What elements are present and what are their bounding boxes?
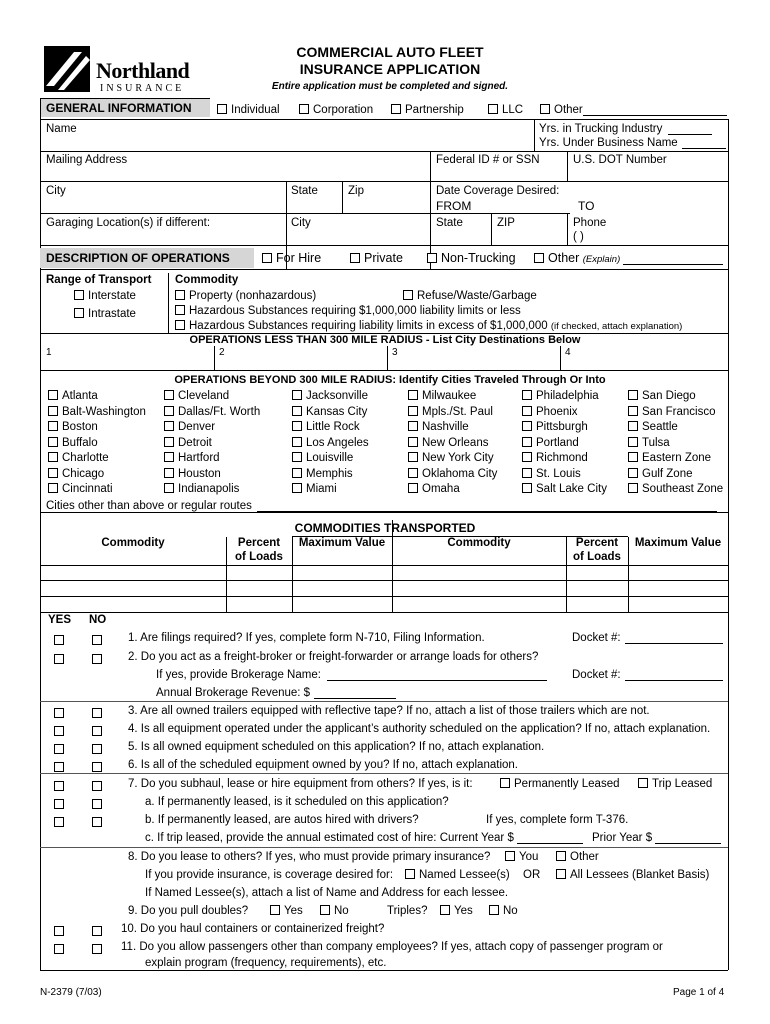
city-option[interactable]	[628, 406, 716, 418]
city-label: Richmond	[536, 452, 588, 464]
op-for-hire[interactable]: For Hire	[262, 251, 321, 265]
commodity-hazard-low[interactable]: Hazardous Substances requiring $1,000,000 liability limits or less	[175, 305, 521, 317]
checkbox-icon	[391, 104, 401, 114]
city-label: Southeast Zone	[642, 483, 724, 495]
checkbox-icon	[48, 406, 58, 416]
city-label: San Francisco	[642, 405, 716, 418]
checkbox-icon	[292, 483, 302, 493]
city-label: Charlotte	[62, 452, 109, 464]
col-percent-1a: Percent	[237, 537, 281, 549]
city-option[interactable]	[628, 468, 693, 480]
city-option[interactable]	[408, 452, 494, 464]
checkbox-icon	[522, 468, 532, 478]
city-option[interactable]	[292, 452, 353, 464]
checkbox-icon	[408, 390, 418, 400]
checkbox-icon	[48, 421, 58, 431]
checkbox-icon	[534, 253, 544, 263]
range-interstate[interactable]: Interstate	[74, 290, 136, 302]
city-label: San Diego	[642, 390, 696, 402]
q7b-right: If yes, complete form T-376.	[486, 814, 629, 826]
q9-triples-yes[interactable]: Yes	[440, 905, 473, 917]
state2-label: State	[436, 217, 463, 229]
commodity-heading: Commodity	[175, 274, 239, 286]
q7-trip[interactable]: Trip Leased	[638, 778, 712, 790]
q7-no-checkbox[interactable]	[92, 781, 102, 791]
checkbox-icon	[638, 778, 648, 788]
from-label: FROM	[436, 199, 472, 213]
to-label: TO	[578, 199, 595, 213]
q5-no-checkbox[interactable]	[92, 744, 102, 754]
q3-no-checkbox[interactable]	[92, 708, 102, 718]
q10-no-checkbox[interactable]	[92, 926, 102, 936]
q7b-text: b. If permanently leased, are autos hired with drivers?	[145, 814, 419, 826]
city-option[interactable]	[292, 406, 367, 418]
city-label: Louisville	[306, 452, 354, 464]
city-option[interactable]	[522, 421, 588, 433]
q10-text: 10. Do you haul containers or containerized freight?	[121, 923, 385, 935]
logo	[44, 46, 194, 96]
commodities-heading: COMMODITIES TRANSPORTED	[294, 521, 476, 535]
city-option[interactable]	[522, 452, 588, 464]
q6-no-checkbox[interactable]	[92, 762, 102, 772]
title-line2: INSURANCE APPLICATION	[299, 61, 481, 77]
entity-llc[interactable]: LLC	[488, 104, 523, 116]
city-label: Seattle	[642, 421, 678, 433]
q6-yes-checkbox[interactable]	[54, 762, 64, 772]
checkbox-icon	[628, 452, 638, 462]
city-option[interactable]	[48, 468, 104, 480]
state-label: State	[291, 185, 318, 197]
city-option[interactable]	[164, 406, 260, 418]
city-option[interactable]	[48, 390, 98, 402]
city-label: Oklahoma City	[422, 467, 498, 480]
city-label: Little Rock	[306, 421, 360, 433]
logo-sub: INSURANCE	[100, 83, 185, 94]
q4-yes-checkbox[interactable]	[54, 726, 64, 736]
q6-text: 6. Is all of the scheduled equipment owned by you? If no, attach explanation.	[128, 759, 518, 771]
q1-no-checkbox[interactable]	[92, 635, 102, 645]
city-label: Pittsburgh	[536, 421, 588, 433]
q7c-text: c. If trip leased, provide the annual estimated cost of hire: Current Year $	[145, 832, 583, 844]
q7-perm[interactable]: Permanently Leased	[500, 778, 619, 790]
q8-or: OR	[523, 869, 541, 881]
checkbox-icon	[292, 452, 302, 462]
city-label: Hartford	[178, 452, 220, 464]
checkbox-icon	[164, 421, 174, 431]
mailing-label: Mailing Address	[46, 154, 128, 166]
city-label: Denver	[178, 421, 216, 433]
city-option[interactable]	[48, 406, 146, 418]
city-label: Portland	[536, 436, 579, 449]
city-option[interactable]	[522, 468, 581, 480]
checkbox-icon	[164, 390, 174, 400]
city-label: Eastern Zone	[642, 452, 712, 464]
city-option[interactable]	[522, 437, 579, 449]
city-option[interactable]	[522, 390, 599, 402]
city-option[interactable]	[628, 483, 723, 495]
col-commodity-1: Commodity	[101, 537, 165, 549]
city-label: Cincinnati	[62, 483, 113, 495]
entity-corporation[interactable]: Corporation	[299, 104, 373, 116]
city-label: Buffalo	[62, 436, 98, 449]
q1-text: 1. Are filings required? If yes, complete form N-710, Filing Information.	[128, 632, 485, 644]
city-label: Balt-Washington	[62, 405, 146, 418]
checkbox-icon	[320, 905, 330, 915]
radius-num-2: 2	[219, 347, 225, 358]
checkbox-icon	[175, 320, 185, 330]
city-option[interactable]	[292, 390, 368, 402]
city-option[interactable]	[408, 437, 488, 449]
city-option[interactable]	[408, 406, 493, 418]
checkbox-icon	[628, 406, 638, 416]
range-intrastate[interactable]: Intrastate	[74, 308, 136, 320]
q2-name: If yes, provide Brokerage Name:	[156, 669, 547, 681]
q9-triples: Triples?	[387, 905, 428, 917]
checkbox-icon	[522, 406, 532, 416]
checkbox-icon	[427, 253, 437, 263]
city-label: Tulsa	[642, 436, 670, 449]
q8-attach: If Named Lessee(s), attach a list of Name and Address for each lessee.	[145, 887, 509, 899]
radius-less-heading: OPERATIONS LESS THAN 300 MILE RADIUS - List City Destinations Below	[189, 334, 581, 346]
city-option[interactable]	[408, 483, 460, 495]
checkbox-icon	[74, 290, 84, 300]
q9-triples-no[interactable]: No	[489, 905, 518, 917]
checkbox-icon	[408, 406, 418, 416]
checkbox-icon	[74, 308, 84, 318]
q7-text: 7. Do you subhaul, lease or hire equipment from others? If yes, is it:	[128, 778, 473, 790]
checkbox-icon	[408, 437, 418, 447]
q11-no-checkbox[interactable]	[92, 944, 102, 954]
checkbox-icon	[505, 851, 515, 861]
city-label: Milwaukee	[422, 390, 477, 402]
city-label: Kansas City	[306, 405, 368, 418]
q8-you[interactable]: You	[505, 851, 538, 863]
commodity-refuse[interactable]: Refuse/Waste/Garbage	[403, 290, 537, 302]
q7a-text: a. If permanently leased, is it scheduled on this application?	[145, 796, 449, 808]
city-label: Miami	[306, 483, 337, 495]
checkbox-icon	[628, 421, 638, 431]
yrs-trucking-label: Yrs. in Trucking Industry	[539, 123, 712, 135]
city-label: Philadelphia	[536, 390, 599, 402]
city-label: Chicago	[62, 467, 105, 480]
title-line1: COMMERCIAL AUTO FLEET	[296, 44, 484, 60]
q9-text: 9. Do you pull doubles?	[128, 905, 249, 917]
city-label: Detroit	[178, 436, 212, 449]
city-option[interactable]	[522, 406, 578, 418]
checkbox-icon	[403, 290, 413, 300]
city-label: Los Angeles	[306, 436, 369, 449]
cities-other-label: Cities other than above or regular routes	[46, 500, 717, 512]
q5-yes-checkbox[interactable]	[54, 744, 64, 754]
city-option[interactable]	[408, 468, 497, 480]
checkbox-icon	[500, 778, 510, 788]
commodity-property[interactable]: Property (nonhazardous)	[175, 290, 316, 302]
yrs-business-label: Yrs. Under Business Name	[539, 137, 726, 149]
q1-yes-checkbox[interactable]	[54, 635, 64, 645]
no-heading: NO	[89, 614, 107, 626]
city-option[interactable]	[164, 483, 239, 495]
checkbox-icon	[292, 406, 302, 416]
col-max-2: Maximum Value	[634, 537, 722, 549]
city-option[interactable]	[48, 421, 98, 433]
city-label: Houston	[178, 467, 221, 480]
city-label: Jacksonville	[306, 390, 368, 402]
city-option[interactable]	[292, 483, 337, 495]
checkbox-icon	[270, 905, 280, 915]
q7a-no-checkbox[interactable]	[92, 799, 102, 809]
city-label: Omaha	[422, 483, 460, 495]
form-number: N-2379 (7/03)	[40, 987, 102, 998]
city-label: St. Louis	[536, 467, 581, 480]
op-other[interactable]: Other (Explain)	[534, 251, 723, 265]
q9-no[interactable]: No	[320, 905, 349, 917]
checkbox-icon	[292, 437, 302, 447]
entity-other[interactable]: Other	[540, 104, 727, 116]
entity-individual[interactable]: Individual	[217, 104, 280, 116]
general-heading: GENERAL INFORMATION	[40, 99, 210, 117]
checkbox-icon	[408, 483, 418, 493]
q7c-prior: Prior Year $	[592, 832, 721, 844]
op-private[interactable]: Private	[350, 251, 403, 265]
checkbox-icon	[48, 452, 58, 462]
logo-name: Northland	[96, 58, 190, 83]
checkbox-icon	[489, 905, 499, 915]
city-label: Cleveland	[178, 390, 230, 402]
q8-all[interactable]: All Lessees (Blanket Basis)	[556, 869, 709, 881]
city-option[interactable]	[408, 421, 469, 433]
col-percent-1b: of Loads	[235, 551, 283, 563]
commodity-hazard-high[interactable]: Hazardous Substances requiring liability limits in excess of $1,000,000 (if checked, attach explanation)	[175, 320, 682, 332]
yes-heading: YES	[48, 614, 72, 626]
checkbox-icon	[522, 390, 532, 400]
city-label: Indianapolis	[178, 483, 240, 495]
city-label: Phoenix	[536, 405, 578, 418]
checkbox-icon	[48, 483, 58, 493]
subtitle: Entire application must be completed and signed.	[271, 81, 509, 92]
federal-id-label: Federal ID # or SSN	[436, 154, 540, 166]
col-max-1: Maximum Value	[298, 537, 386, 549]
checkbox-icon	[488, 104, 498, 114]
q11b-text: explain program (frequency, requirements), etc.	[145, 957, 387, 969]
col-percent-2a: Percent	[575, 537, 619, 549]
q8-other[interactable]: Other	[556, 851, 599, 863]
city-label: Atlanta	[62, 390, 98, 402]
checkbox-icon	[628, 483, 638, 493]
checkbox-icon	[628, 390, 638, 400]
q2-text: 2. Do you act as a freight-broker or freight-forwarder or arrange loads for others?	[128, 651, 539, 663]
checkbox-icon	[522, 452, 532, 462]
q3-text: 3. Are all owned trailers equipped with reflective tape? If no, attach a list of those trailers which are not.	[128, 705, 650, 717]
checkbox-icon	[299, 104, 309, 114]
city-option[interactable]	[164, 437, 212, 449]
city-option[interactable]	[164, 390, 229, 402]
radius-num-1: 1	[46, 347, 52, 358]
checkbox-icon	[405, 869, 415, 879]
checkbox-icon	[164, 468, 174, 478]
operations-heading: DESCRIPTION OF OPERATIONS	[40, 248, 254, 268]
city-option[interactable]	[48, 437, 98, 449]
phone-paren: ( )	[573, 231, 584, 243]
q8-cov: If you provide insurance, is coverage desired for:	[145, 869, 394, 881]
q8-text: 8. Do you lease to others? If yes, who must provide primary insurance?	[128, 851, 491, 863]
checkbox-icon	[628, 468, 638, 478]
checkbox-icon	[292, 390, 302, 400]
city-option[interactable]	[164, 452, 220, 464]
col-percent-2b: of Loads	[573, 551, 621, 563]
checkbox-icon	[540, 104, 550, 114]
checkbox-icon	[522, 421, 532, 431]
checkbox-icon	[48, 468, 58, 478]
q9-yes[interactable]: Yes	[270, 905, 303, 917]
checkbox-icon	[164, 483, 174, 493]
city-option[interactable]	[292, 437, 369, 449]
checkbox-icon	[556, 869, 566, 879]
q3-yes-checkbox[interactable]	[54, 708, 64, 718]
city-option[interactable]	[408, 390, 476, 402]
q2-docket: Docket #:	[572, 669, 723, 681]
checkbox-icon	[408, 421, 418, 431]
coverage-date-label: Date Coverage Desired:	[436, 185, 560, 197]
checkbox-icon	[262, 253, 272, 263]
q2-revenue: Annual Brokerage Revenue: $	[156, 687, 396, 699]
city-label: Dallas/Ft. Worth	[178, 405, 261, 418]
city-option[interactable]	[164, 468, 221, 480]
checkbox-icon	[628, 437, 638, 447]
city-label: Nashville	[422, 421, 469, 433]
q7b-yes-checkbox[interactable]	[54, 817, 64, 827]
phone-label: Phone	[573, 217, 607, 229]
zip-label: Zip	[348, 185, 364, 197]
city-label: New York City	[422, 452, 494, 464]
northland-logo-icon	[44, 46, 96, 94]
radius-num-3: 3	[392, 347, 398, 358]
q11-text: 11. Do you allow passengers other than company employees? If yes, attach copy of passenger program or	[121, 941, 663, 953]
city-option[interactable]	[48, 452, 109, 464]
checkbox-icon	[164, 437, 174, 447]
garaging-label: Garaging Location(s) if different:	[46, 217, 211, 229]
city-option[interactable]	[522, 483, 607, 495]
q7-yes-checkbox[interactable]	[54, 781, 64, 791]
city-option[interactable]	[628, 421, 678, 433]
city-label: Gulf Zone	[642, 467, 693, 480]
city-label: Salt Lake City	[536, 483, 607, 495]
city-label: New Orleans	[422, 436, 489, 449]
city-option[interactable]	[628, 452, 711, 464]
city2-label: City	[291, 217, 311, 229]
radius-beyond-heading: OPERATIONS BEYOND 300 MILE RADIUS: Identify Cities Traveled Through Or Into	[174, 374, 606, 386]
q8-named[interactable]: Named Lessee(s)	[405, 869, 510, 881]
checkbox-icon	[217, 104, 227, 114]
q11-yes-checkbox[interactable]	[54, 944, 64, 954]
q7b-no-checkbox[interactable]	[92, 817, 102, 827]
name-label: Name	[46, 123, 77, 135]
checkbox-icon	[164, 452, 174, 462]
checkbox-icon	[48, 437, 58, 447]
checkbox-icon	[175, 305, 185, 315]
city-label: Boston	[62, 421, 98, 433]
checkbox-icon	[440, 905, 450, 915]
city-option[interactable]	[628, 437, 670, 449]
op-non-trucking[interactable]: Non-Trucking	[427, 251, 516, 265]
checkbox-icon	[175, 290, 185, 300]
q10-yes-checkbox[interactable]	[54, 926, 64, 936]
q2-no-checkbox[interactable]	[92, 654, 102, 664]
dot-label: U.S. DOT Number	[573, 154, 667, 166]
city-option[interactable]	[48, 483, 113, 495]
q2-yes-checkbox[interactable]	[54, 654, 64, 664]
q4-no-checkbox[interactable]	[92, 726, 102, 736]
checkbox-icon	[522, 483, 532, 493]
city-option[interactable]	[292, 468, 353, 480]
checkbox-icon	[48, 390, 58, 400]
radius-num-4: 4	[565, 347, 571, 358]
city-label: Mpls./St. Paul	[422, 405, 493, 418]
zip2-label: ZIP	[497, 217, 515, 229]
col-commodity-2: Commodity	[447, 537, 511, 549]
q5-text: 5. Is all owned equipment scheduled on this application? If no, attach explanation.	[128, 741, 545, 753]
checkbox-icon	[408, 468, 418, 478]
checkbox-icon	[350, 253, 360, 263]
page-number: Page 1 of 4	[673, 987, 725, 998]
q4-text: 4. Is all equipment operated under the applicant’s authority scheduled on the application? If no, attach explanation.	[128, 723, 711, 735]
city-option[interactable]	[164, 421, 215, 433]
checkbox-icon	[556, 851, 566, 861]
city-label: City	[46, 185, 66, 197]
checkbox-icon	[164, 406, 174, 416]
checkbox-icon	[292, 421, 302, 431]
city-option[interactable]	[628, 390, 696, 402]
checkbox-icon	[522, 437, 532, 447]
range-heading: Range of Transport	[46, 274, 152, 286]
q1-docket: Docket #:	[572, 632, 723, 644]
checkbox-icon	[292, 468, 302, 478]
city-label: Memphis	[306, 467, 353, 480]
checkbox-icon	[408, 452, 418, 462]
city-option[interactable]	[292, 421, 360, 433]
q7a-yes-checkbox[interactable]	[54, 799, 64, 809]
entity-partnership[interactable]: Partnership	[391, 104, 464, 116]
